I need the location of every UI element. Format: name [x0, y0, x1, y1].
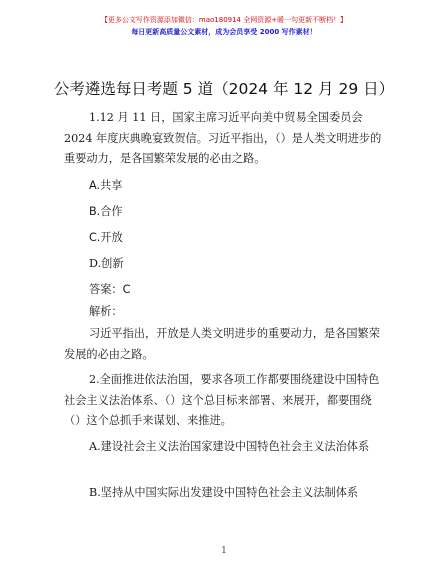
question-1-answer: 答案：C: [89, 283, 131, 296]
question-1-option-d: D.创新: [89, 257, 124, 270]
page-number: 1: [221, 546, 227, 556]
question-2-option-b: B.坚持从中国实际出发建设中国特色社会主义法制体系: [89, 486, 359, 499]
promo-banner-line-2: 每日更新高质量公文素材，成为会员享受 2000 写作素材！: [131, 28, 317, 36]
promo-banner-line-1: 【更多公文写作资源添加微信：mao180914 全网资源+暖一句更新不断档！】: [100, 16, 348, 24]
question-2-stem: 2.全面推进依法治国，要求各项工作都要围绕建设中国特色社会主义法治体系、（）这个总目标来部署、来展开，都要围绕（）这个总抓手来谋划、来推进。: [64, 373, 380, 427]
question-2-option-a: A.建设社会主义法治国家建设中国特色社会主义法治体系: [89, 440, 370, 453]
question-1-stem: 1.12 月 11 日，国家主席习近平向美中贸易全国委员会 2024 年度庆典晚宴致贺信。习近平指出，（）是人类文明进步的重要动力，是各国繁荣发展的必由之路。: [64, 111, 382, 165]
question-1-analysis-label: 解析：: [89, 305, 123, 318]
question-1-option-b: B.合作: [89, 205, 123, 218]
question-1-analysis: 习近平指出，开放是人类文明进步的重要动力，是各国繁荣发展的必由之路。: [64, 327, 380, 361]
question-1-option-c: C.开放: [89, 231, 123, 244]
page-title: 公考遴选每日考题 5 道（2024 年 12 月 29 日）: [53, 80, 395, 98]
question-1-option-a: A.共享: [89, 179, 123, 192]
